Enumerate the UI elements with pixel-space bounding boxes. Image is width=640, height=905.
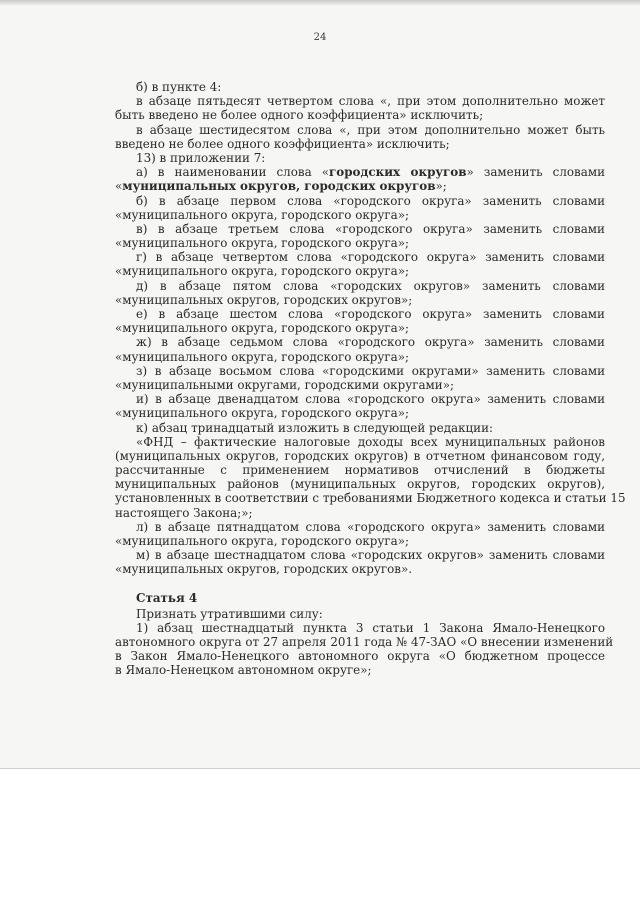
scan-edge-shadow: [0, 0, 640, 6]
text-line: рассчитанные с применением нормативов отчислений в бюджеты: [115, 463, 605, 478]
text-line: к) абзац тринадцатый изложить в следующей редакции:: [136, 420, 494, 435]
text-line: Признать утратившими силу:: [136, 606, 323, 621]
text-fragment: » заменить словами: [466, 165, 605, 180]
text-line: автономного округа от 27 апреля 2011 года № 47-ЗАО «О внесении изменений: [115, 634, 614, 649]
text-line: настоящего Закона;»;: [115, 505, 253, 520]
text-line: «муниципальными округами, городскими округами»;: [115, 377, 454, 392]
text-line: б) в абзаце первом слова «городского округа» заменить словами: [136, 193, 605, 208]
text-line: «муниципального округа, городского округа»;: [115, 264, 410, 279]
text-fragment: «: [115, 179, 123, 194]
text-line: «муниципального округа, городского округа»;: [115, 321, 410, 336]
text-line: з) в абзаце восьмом слова «городскими округами» заменить словами: [136, 363, 605, 378]
text-line: [115, 179, 605, 193]
text-line: м) в абзаце шестнадцатом слова «городских округов» заменить словами: [136, 548, 605, 563]
text-line: «муниципального округа, городского округа»;: [115, 534, 410, 548]
text-line: «ФНД – фактические налоговые доходы всех муниципальных районов: [136, 434, 605, 449]
text-line: в Ямало-Ненецком автономном округе»;: [115, 663, 372, 678]
text-line: муниципальных районов (муниципальных округов, городских округов),: [115, 477, 605, 492]
text-line: (муниципальных округов, городских округов) в отчетном финансовом году,: [115, 448, 605, 463]
text-line: в) в абзаце третьем слова «городского округа» заменить словами: [136, 221, 605, 236]
text-line: ж) в абзаце седьмом слова «городского округа» заменить словами: [136, 335, 605, 350]
text-line: «муниципального округа, городского округа»;: [115, 406, 410, 421]
text-fragment: а) в наименовании слова «: [136, 165, 329, 180]
text-line: д) в абзаце пятом слова «городских округов» заменить словами: [136, 278, 605, 293]
text-line: установленных в соответствии с требованиями Бюджетного кодекса и статьи 15: [115, 491, 626, 506]
document-body: [115, 80, 626, 678]
text-line: введено не более одного коэффициента» исключить;: [115, 136, 450, 151]
text-line: в абзаце шестидесятом слова «, при этом дополнительно может быть: [136, 122, 605, 137]
text-line: б) в пункте 4:: [136, 80, 222, 94]
text-line: быть введено не более одного коэффициента» исключить;: [115, 108, 484, 123]
text-line: «муниципальных округов, городских округов»;: [115, 292, 413, 307]
page-number: 24: [313, 32, 327, 43]
bold-fragment: городских округов: [329, 165, 467, 180]
spacer: [115, 577, 605, 591]
text-line: 13) в приложении 7:: [136, 150, 266, 165]
text-line: 1) абзац шестнадцатый пункта 3 статьи 1 Закона Ямало-Ненецкого: [136, 620, 605, 635]
text-line: и) в абзаце двенадцатом слова «городского округа» заменить словами: [136, 392, 605, 407]
text-line: «муниципальных округов, городских округов».: [115, 562, 413, 577]
bold-fragment: муниципальных округов, городских округов: [122, 179, 436, 194]
text-line: «муниципального округа, городского округа»;: [115, 236, 410, 251]
text-line: [115, 165, 605, 179]
text-line: в абзаце пятьдесят четвертом слова «, при этом дополнительно может: [136, 94, 605, 109]
text-line: «муниципального округа, городского округа»;: [115, 207, 410, 222]
text-line: г) в абзаце четвертом слова «городского округа» заменить словами: [136, 250, 605, 265]
text-line: в Закон Ямало-Ненецкого автономного округа «О бюджетном процессе: [115, 649, 605, 664]
article-heading: Статья 4: [136, 590, 198, 605]
text-line: е) в абзаце шестом слова «городского округа» заменить словами: [136, 307, 605, 321]
text-line: л) в абзаце пятнадцатом слова «городского округа» заменить словами: [136, 519, 605, 534]
text-line: «муниципального округа, городского округа»;: [115, 349, 410, 364]
text-fragment: »;: [435, 179, 447, 194]
